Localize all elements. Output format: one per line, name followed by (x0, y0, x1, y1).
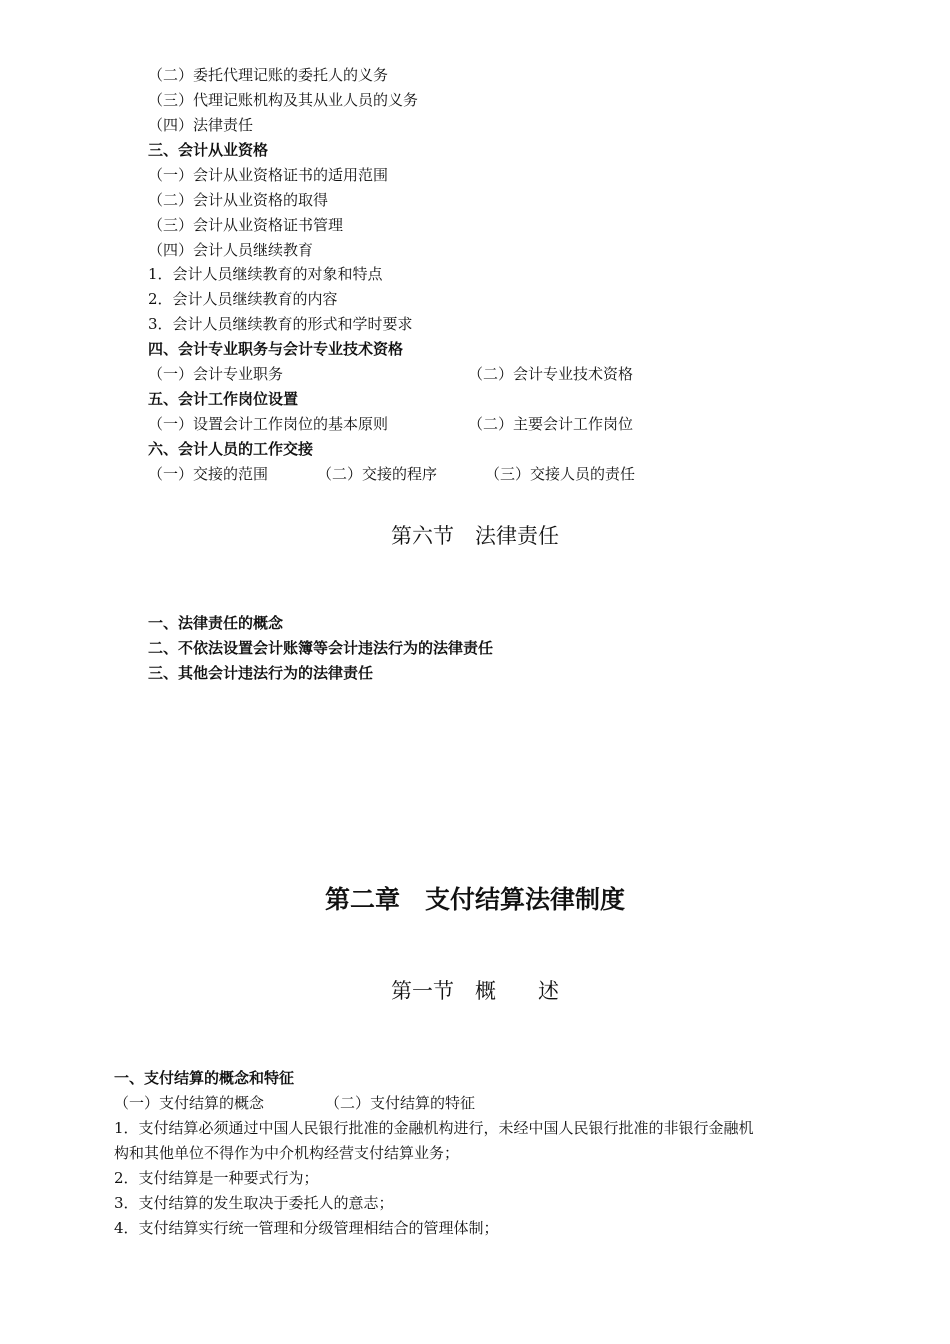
outline-item: 1．会计人员继续教育的对象和特点 (148, 265, 383, 283)
outline-item: （一）会计从业资格证书的适用范围 (148, 166, 389, 184)
outline-item: （二）交接的程序 (317, 465, 438, 483)
outline-heading: 五、会计工作岗位设置 (148, 390, 299, 408)
outline-item: （二）会计专业技术资格 (468, 365, 634, 383)
outline-item: （一）会计专业职务 (148, 365, 284, 383)
section-title: 第一节 概 述 (391, 979, 559, 1003)
paragraph-line: 构和其他单位不得作为中介机构经营支付结算业务； (114, 1144, 460, 1162)
outline-item: （一）设置会计工作岗位的基本原则 (148, 415, 389, 433)
outline-item: （四）会计人员继续教育 (148, 241, 314, 259)
outline-item: （二）委托代理记账的委托人的义务 (148, 66, 389, 84)
outline-heading: 一、法律责任的概念 (148, 614, 284, 632)
outline-item: 2．会计人员继续教育的内容 (148, 290, 338, 308)
outline-item: （二）主要会计工作岗位 (468, 415, 634, 433)
outline-heading: 二、不依法设置会计账簿等会计违法行为的法律责任 (148, 639, 494, 657)
outline-item: （二）支付结算的特征 (325, 1094, 476, 1112)
outline-item: 3．会计人员继续教育的形式和学时要求 (148, 315, 413, 333)
paragraph-line: 4．支付结算实行统一管理和分级管理相结合的管理体制； (114, 1219, 499, 1237)
paragraph-line: 3．支付结算的发生取决于委托人的意志； (114, 1194, 394, 1212)
section-title: 第六节 法律责任 (391, 524, 559, 548)
outline-item: （一）交接的范围 (148, 465, 269, 483)
outline-item: （三）代理记账机构及其从业人员的义务 (148, 91, 419, 109)
outline-heading: 四、会计专业职务与会计专业技术资格 (148, 340, 404, 358)
outline-heading: 三、其他会计违法行为的法律责任 (148, 664, 374, 682)
paragraph-line: 2．支付结算是一种要式行为； (114, 1169, 319, 1187)
outline-item: （一）支付结算的概念 (114, 1094, 265, 1112)
outline-heading: 三、会计从业资格 (148, 141, 269, 159)
paragraph-line: 1．支付结算必须通过中国人民银行批准的金融机构进行，未经中国人民银行批准的非银行金融机 (114, 1119, 754, 1137)
outline-item: （三）交接人员的责任 (485, 465, 636, 483)
outline-item: （四）法律责任 (148, 116, 254, 134)
outline-item: （二）会计从业资格的取得 (148, 191, 329, 209)
outline-heading: 六、会计人员的工作交接 (148, 440, 314, 458)
chapter-title: 第二章 支付结算法律制度 (324, 885, 625, 914)
outline-heading: 一、支付结算的概念和特征 (114, 1069, 295, 1087)
outline-item: （三）会计从业资格证书管理 (148, 216, 344, 234)
